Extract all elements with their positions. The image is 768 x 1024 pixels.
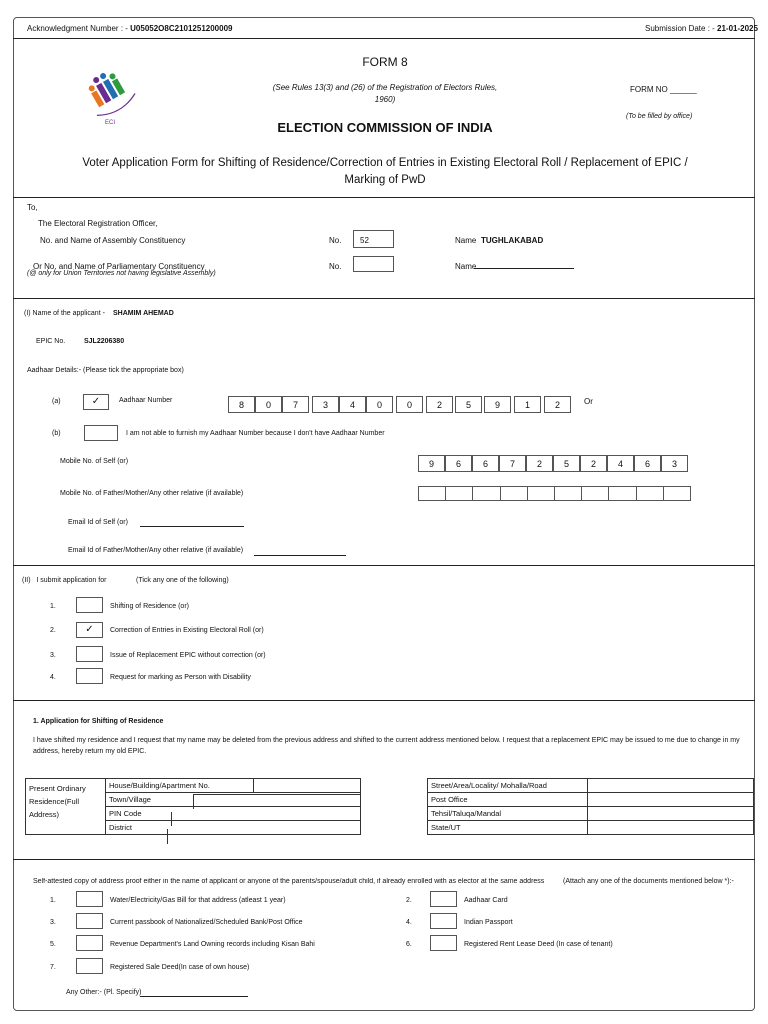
no-aadhaar-checkbox[interactable] bbox=[84, 425, 118, 441]
aadhaar-digit[interactable]: 1 bbox=[514, 396, 541, 413]
option-text: Shifting of Residence (or) bbox=[110, 603, 189, 610]
divider bbox=[13, 298, 755, 299]
house-label: House/Building/Apartment No. bbox=[106, 779, 254, 793]
option-text: Correction of Entries in Existing Electoral Roll (or) bbox=[110, 627, 264, 634]
no-aadhaar-text: I am not able to furnish my Aadhaar Number because I don't have Aadhaar Number bbox=[126, 430, 385, 437]
to-label: To, bbox=[27, 203, 38, 212]
pin-value[interactable] bbox=[171, 812, 361, 826]
submit-hint: (Tick any one of the following) bbox=[136, 577, 229, 584]
ack-label: Acknowledgment Number : - bbox=[27, 24, 131, 33]
pin-label: PIN Code bbox=[106, 807, 361, 821]
aadhaar-digit[interactable]: 5 bbox=[455, 396, 482, 413]
doc-text: Indian Passport bbox=[464, 919, 513, 926]
ac-label: No. and Name of Assembly Constituency bbox=[40, 236, 186, 245]
option-text: Request for marking as Person with Disability bbox=[110, 674, 251, 681]
aadhaar-hint: (Please tick the appropriate box) bbox=[83, 367, 184, 374]
sub-label: Submission Date : - bbox=[645, 24, 718, 33]
rules-text: (See Rules 13(3) and (26) of the Registration of Electors Rules, 1960) bbox=[272, 83, 498, 104]
email-self-line[interactable] bbox=[140, 526, 244, 527]
submission-date bbox=[645, 24, 758, 33]
email-self-label: Email Id of Self (or) bbox=[68, 519, 128, 526]
shifting-heading: 1. Application for Shifting of Residence bbox=[33, 718, 164, 725]
pc-number-box[interactable] bbox=[353, 256, 394, 272]
epic-value: SJL2206380 bbox=[84, 338, 125, 345]
sub-value: 21-01-2025 bbox=[717, 24, 758, 33]
logo-text: ECI bbox=[104, 120, 116, 126]
district-value[interactable] bbox=[167, 829, 361, 844]
divider bbox=[13, 197, 755, 198]
mobile-digit[interactable]: 6 bbox=[634, 455, 661, 472]
replacement-epic-checkbox[interactable] bbox=[76, 646, 103, 662]
doc-text: Current passbook of Nationalized/Scheduled Bank/Post Office bbox=[110, 919, 303, 926]
ac-number-box[interactable]: 52 bbox=[353, 230, 394, 248]
present-address-label: Present Ordinary Residence(Full Address) bbox=[26, 779, 106, 835]
applicant-name: SHAMIM AHEMAD bbox=[113, 310, 174, 317]
proof-attach-note: (Attach any one of the documents mentioned below *):- bbox=[563, 878, 734, 885]
ac-no-label: No. bbox=[329, 236, 342, 245]
option-b-label: (b) bbox=[52, 430, 61, 437]
aadhaar-digit[interactable]: 2 bbox=[544, 396, 571, 413]
doc-checkbox[interactable] bbox=[76, 913, 103, 929]
doc-checkbox[interactable] bbox=[76, 891, 103, 907]
email-relative-label: Email Id of Father/Mother/Any other relative (if available) bbox=[68, 547, 244, 554]
state-value[interactable] bbox=[588, 821, 754, 835]
mobile-digit[interactable]: 6 bbox=[472, 455, 499, 472]
option-number: 3. bbox=[50, 652, 56, 659]
divider bbox=[13, 565, 755, 566]
ac-name-label: Name bbox=[455, 236, 477, 245]
divider bbox=[13, 859, 755, 860]
pc-no-label: No. bbox=[329, 262, 342, 271]
town-value[interactable] bbox=[193, 794, 361, 809]
house-value[interactable] bbox=[254, 779, 361, 793]
mobile-digit[interactable]: 6 bbox=[445, 455, 472, 472]
option-a-label: (a) bbox=[52, 398, 61, 405]
option-number: 1. bbox=[50, 603, 56, 610]
doc-number: 4. bbox=[406, 919, 412, 926]
pc-name-line[interactable] bbox=[474, 268, 574, 269]
doc-number: 7. bbox=[50, 964, 56, 971]
commission-title: ELECTION COMMISSION OF INDIA bbox=[277, 120, 493, 135]
doc-number: 1. bbox=[50, 897, 56, 904]
correction-checkbox[interactable]: ✓ bbox=[76, 622, 103, 638]
doc-checkbox[interactable] bbox=[430, 891, 457, 907]
doc-checkbox[interactable] bbox=[76, 935, 103, 951]
form-main-title: Voter Application Form for Shifting of Residence/Correction of Entries in Existing Electoral Roll / Replacement of EPIC / Marking of PwD bbox=[82, 157, 688, 186]
form-number-title: FORM 8 bbox=[362, 55, 408, 69]
mobile-digit[interactable]: 2 bbox=[526, 455, 553, 472]
option-text: Issue of Replacement EPIC without correction (or) bbox=[110, 652, 266, 659]
doc-text: Revenue Department's Land Owning records including Kisan Bahi bbox=[110, 941, 315, 948]
divider bbox=[13, 700, 755, 701]
aadhaar-digit[interactable]: 0 bbox=[396, 396, 423, 413]
post-office-label: Post Office bbox=[428, 793, 588, 807]
aadhaar-digit[interactable]: 8 bbox=[228, 396, 255, 413]
acknowledgment-number bbox=[27, 24, 232, 33]
divider bbox=[13, 38, 755, 39]
tehsil-value[interactable] bbox=[588, 807, 754, 821]
aadhaar-digit[interactable]: 9 bbox=[484, 396, 511, 413]
street-value[interactable] bbox=[588, 779, 754, 793]
applicant-name-label: (I) Name of the applicant - bbox=[24, 310, 105, 317]
eci-logo bbox=[80, 62, 140, 126]
aadhaar-label: Aadhaar Details:- bbox=[27, 367, 82, 374]
district-label: District bbox=[106, 821, 361, 835]
pc-note: (@ only for Union Territories not having legislative Assembly) bbox=[27, 270, 216, 277]
doc-text: Registered Sale Deed(In case of own house) bbox=[110, 964, 250, 971]
street-label: Street/Area/Locality/ Mohalla/Road bbox=[428, 779, 588, 793]
mobile-digit[interactable]: 9 bbox=[418, 455, 445, 472]
doc-checkbox[interactable] bbox=[430, 913, 457, 929]
mobile-digit[interactable]: 7 bbox=[499, 455, 526, 472]
other-doc-label: Any Other:- (Pl. Specify) bbox=[66, 989, 142, 996]
epic-label: EPIC No. bbox=[36, 338, 66, 345]
mobile-digit[interactable]: 5 bbox=[553, 455, 580, 472]
doc-number: 3. bbox=[50, 919, 56, 926]
doc-number: 2. bbox=[406, 897, 412, 904]
mobile-digit[interactable]: 4 bbox=[607, 455, 634, 472]
shifting-description: I have shifted my residence and I request that my name may be deleted from the previous address and shifted to the current address mentioned below. I request that a replacement EPIC may be issued to me due to change in my address, hereby return my old EPIC. bbox=[33, 737, 740, 755]
other-doc-line[interactable] bbox=[140, 996, 248, 997]
ero-label: The Electoral Registration Officer, bbox=[38, 219, 158, 228]
aadhaar-digit[interactable]: 2 bbox=[426, 396, 453, 413]
option-number: 2. bbox=[50, 627, 56, 634]
mobile-relative-label: Mobile No. of Father/Mother/Any other relative (if available) bbox=[60, 490, 244, 497]
state-label: State/UT bbox=[428, 821, 588, 835]
pc-label: Or No. and Name of Parliamentary Constituency bbox=[33, 262, 205, 271]
aadhaar-digit[interactable]: 0 bbox=[255, 396, 282, 413]
proof-heading: Self-attested copy of address proof either in the name of applicant or anyone of the parents/spouse/adult child, if already enrolled with as elector at the same address bbox=[33, 878, 545, 885]
or-label: Or bbox=[584, 397, 593, 406]
aadhaar-digit[interactable]: 0 bbox=[366, 396, 393, 413]
doc-text: Aadhaar Card bbox=[464, 897, 508, 904]
town-label: Town/Village bbox=[106, 793, 361, 807]
pwd-checkbox[interactable] bbox=[76, 668, 103, 684]
aadhaar-checkbox[interactable]: ✓ bbox=[83, 394, 109, 410]
tehsil-label: Tehsil/Taluqa/Mandal bbox=[428, 807, 588, 821]
doc-checkbox[interactable] bbox=[430, 935, 457, 951]
aadhaar-digit[interactable]: 3 bbox=[312, 396, 339, 413]
doc-number: 6. bbox=[406, 941, 412, 948]
aadhaar-digit[interactable]: 4 bbox=[339, 396, 366, 413]
option-number: 4. bbox=[50, 674, 56, 681]
ack-value: U05052O8C2101251200009 bbox=[130, 24, 233, 33]
pc-name-label: Name bbox=[455, 262, 477, 271]
aadhaar-number-label: Aadhaar Number bbox=[119, 397, 173, 404]
mobile-relative-boxes[interactable] bbox=[418, 486, 691, 501]
mobile-digit[interactable]: 2 bbox=[580, 455, 607, 472]
submit-label: (II) I submit application for bbox=[22, 577, 107, 584]
aadhaar-digit[interactable]: 7 bbox=[282, 396, 309, 413]
ac-name-value: TUGHLAKABAD bbox=[481, 236, 544, 245]
doc-text: Registered Rent Lease Deed (In case of tenant) bbox=[464, 941, 613, 948]
filled-by-office: (To be filled by office) bbox=[626, 113, 693, 120]
address-table-right bbox=[427, 778, 754, 835]
email-relative-line[interactable] bbox=[254, 555, 346, 556]
mobile-digit[interactable]: 3 bbox=[661, 455, 688, 472]
shifting-checkbox[interactable] bbox=[76, 597, 103, 613]
post-office-value[interactable] bbox=[588, 793, 754, 807]
form-no-field: FORM NO ______ bbox=[630, 85, 697, 94]
doc-checkbox[interactable] bbox=[76, 958, 103, 974]
mobile-self-label: Mobile No. of Self (or) bbox=[60, 458, 129, 465]
doc-text: Water/Electricity/Gas Bill for that address (atleast 1 year) bbox=[110, 897, 286, 904]
doc-number: 5. bbox=[50, 941, 56, 948]
